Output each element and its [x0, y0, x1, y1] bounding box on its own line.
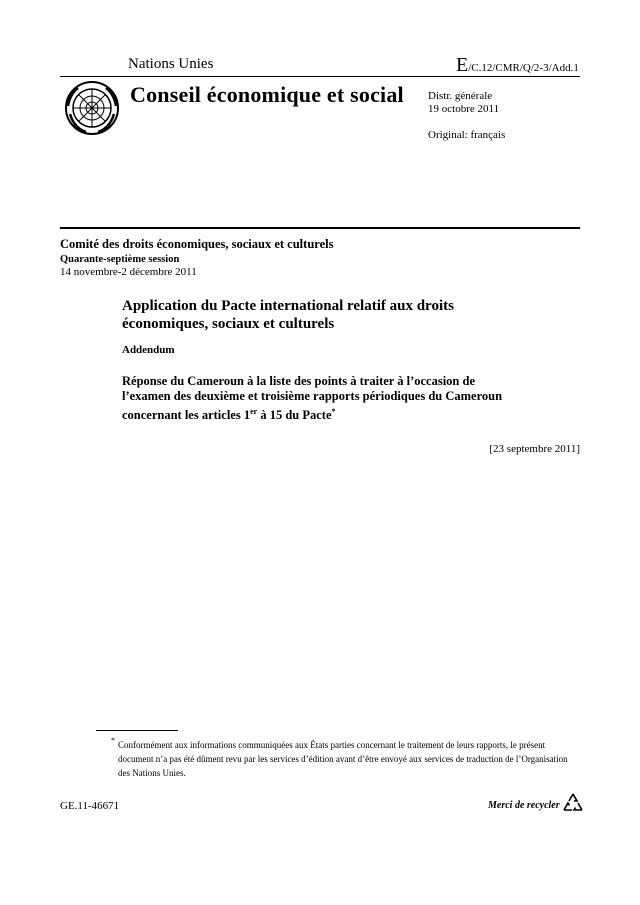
document-datestamp: [23 septembre 2011] — [489, 443, 580, 455]
un-emblem-icon — [64, 80, 120, 136]
session-name: Quarante-septième session — [60, 254, 180, 265]
recycle-icon — [562, 792, 584, 814]
addendum-label: Addendum — [122, 344, 175, 356]
symbol-rest: /C.12/CMR/Q/2-3/Add.1 — [468, 62, 579, 74]
original-language: Original: français — [428, 129, 506, 141]
document-title: Application du Pacte international relatif aux droits économiques, sociaux et culturels — [122, 298, 454, 332]
org-name: Nations Unies — [128, 56, 214, 72]
issue-date: 19 octobre 2011 — [428, 103, 500, 115]
footnote-reference[interactable]: * — [331, 407, 336, 416]
footnote-text: Conformément aux informations communiquées aux États parties concernant le traitement de leurs rapports, le présent document n’a pas été dûment revu par les services d’édition avant d’être envoyé aux services de traduction de l’Organisation des Nations Unies. — [118, 740, 568, 778]
subtitle-text: Réponse du Cameroun à la liste des points à traiter à l’occasion de l’examen des deuxième et troisième rapports périodiques du Cameroun concernant les articles 1 — [122, 374, 503, 423]
committee-name: Comité des droits économiques, sociaux et culturels — [60, 237, 334, 251]
council-title: Conseil économique et social — [130, 82, 404, 107]
header-rule — [60, 76, 580, 77]
recycle-label: Merci de recycler — [488, 800, 560, 811]
subtitle-text-end: à 15 du Pacte — [257, 408, 332, 423]
distribution: Distr. générale — [428, 90, 493, 102]
section-rule — [60, 227, 580, 229]
subtitle-superscript: er — [250, 407, 258, 416]
document-symbol — [456, 54, 579, 77]
document-number: GE.11-46671 — [60, 800, 120, 812]
document-subtitle — [122, 374, 522, 423]
symbol-lead: E — [456, 54, 469, 76]
session-dates: 14 novembre-2 décembre 2011 — [60, 266, 197, 278]
footnote-mark: * — [111, 736, 115, 745]
footnote-rule — [96, 730, 178, 731]
